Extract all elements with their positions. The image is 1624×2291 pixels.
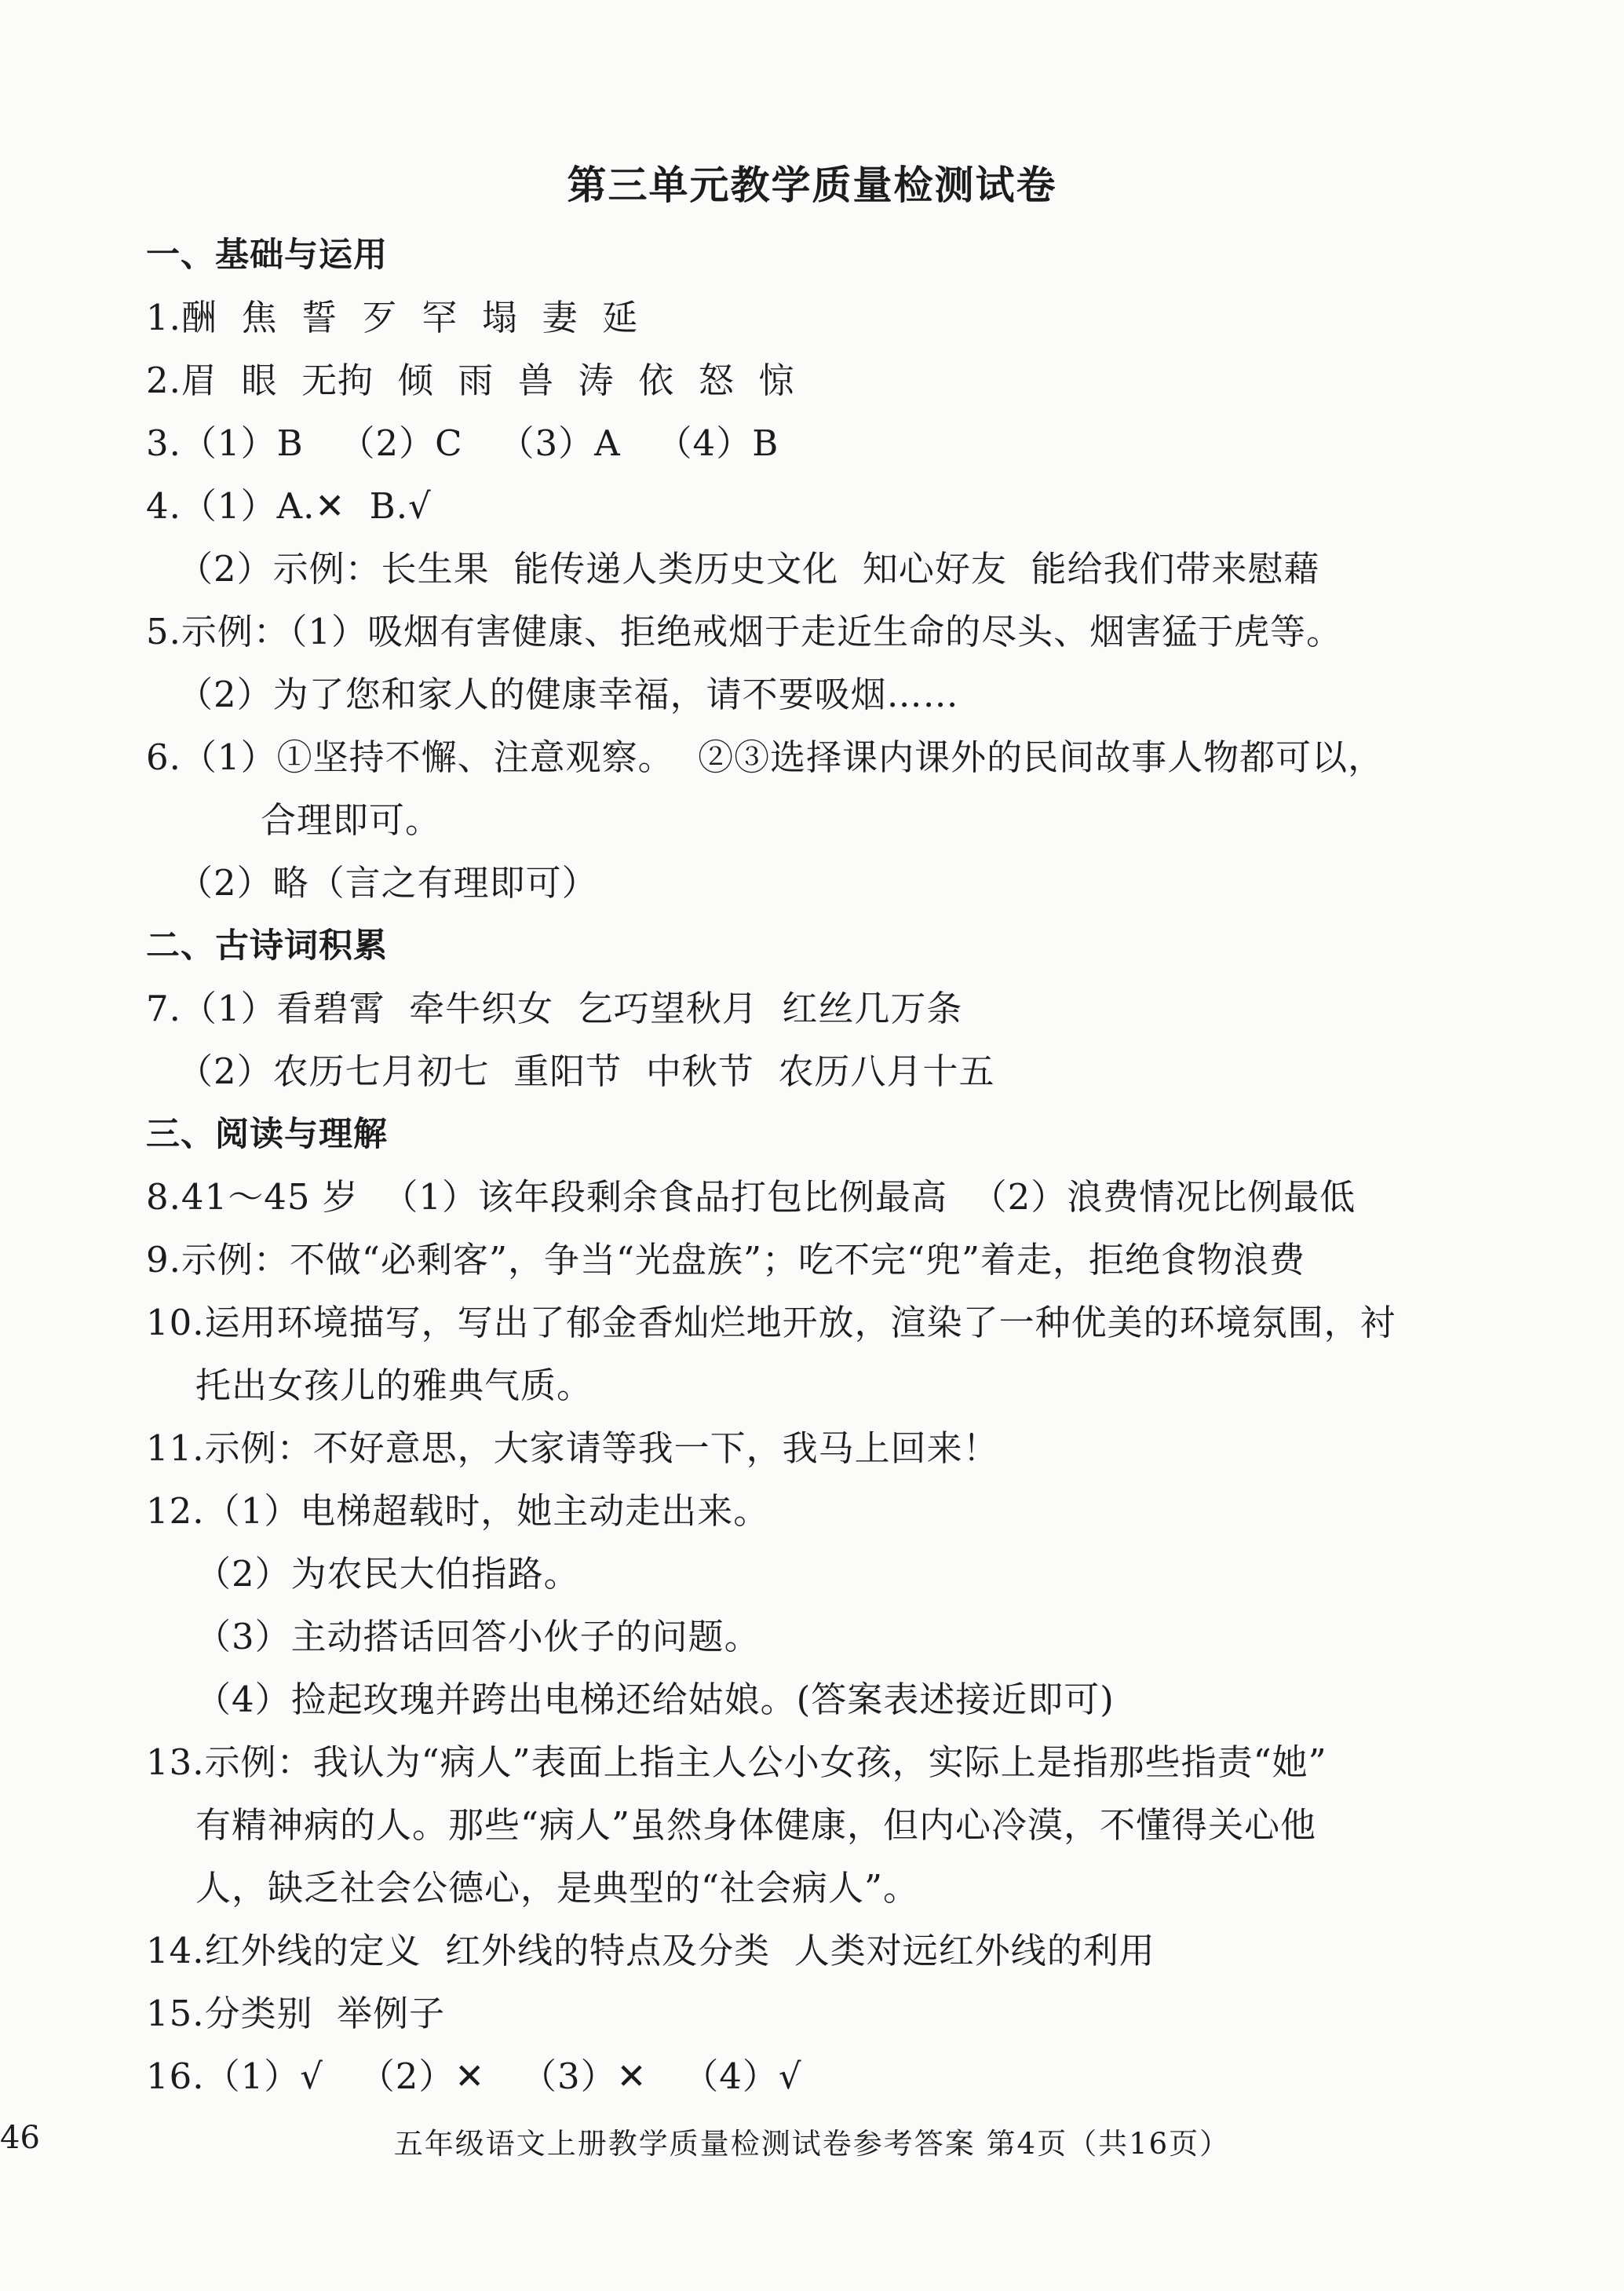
answer-line: 16.（1）√ （2）✕ （3）✕ （4）√: [146, 2055, 802, 2097]
section-heading: 一、基础与运用: [146, 236, 388, 275]
section-heading: 三、阅读与理解: [146, 1115, 388, 1154]
page-title: 第三单元教学质量检测试卷: [567, 162, 1057, 208]
answer-line: 3.（1）B （2）C （3）A （4）B: [146, 422, 779, 464]
answer-content: [146, 224, 1480, 2108]
answer-line: 2.眉 眼 无拘 倾 雨 兽 涛 依 怒 惊: [146, 360, 795, 401]
answer-line: （2）为了您和家人的健康幸福，请不要吸烟……: [177, 674, 959, 715]
answer-line: 10.运用环境描写，写出了郁金香灿烂地开放，渲染了一种优美的环境氛围，衬: [146, 1302, 1396, 1343]
page-number: 46: [0, 2120, 40, 2156]
answer-line: 15.分类别 举例子: [146, 1993, 446, 2034]
answer-line: 托出女孩儿的雅典气质。: [195, 1365, 593, 1406]
answer-line: 5.示例：（1）吸烟有害健康、拒绝戒烟于走近生命的尽头、烟害猛于虎等。: [146, 611, 1343, 652]
section-heading: 二、古诗词积累: [146, 926, 388, 966]
answer-line: 13.示例：我认为“病人”表面上指主人公小女孩，实际上是指那些指责“她”: [146, 1741, 1327, 1783]
answer-line: 11.示例：不好意思，大家请等我一下，我马上回来！: [146, 1427, 999, 1469]
answer-line: 9.示例：不做“必剩客”，争当“光盘族”；吃不完“兜”着走，拒绝食物浪费: [146, 1239, 1305, 1281]
answer-line: 8.41～45 岁 （1）该年段剩余食品打包比例最高 （2）浪费情况比例最低: [146, 1176, 1356, 1218]
answer-line: 合理即可。: [261, 799, 442, 841]
answer-line: （2）农历七月初七 重阳节 中秋节 农历八月十五: [177, 1050, 995, 1092]
answer-line: 7.（1）看碧霄 牵牛织女 乞巧望秋月 红丝几万条: [146, 988, 963, 1029]
answer-line: 6.（1）①坚持不懈、注意观察。 ②③选择课内课外的民间故事人物都可以，: [146, 736, 1385, 778]
answer-line: （2）为农民大伯指路。: [195, 1553, 580, 1595]
answer-line: （4）捡起玫瑰并跨出电梯还给姑娘。(答案表述接近即可): [195, 1679, 1115, 1720]
answer-line: （3）主动搭话回答小伙子的问题。: [195, 1616, 761, 1657]
answer-line: 4.（1）A.✕ B.√: [146, 485, 432, 527]
answer-line: （2）示例：长生果 能传递人类历史文化 知心好友 能给我们带来慰藉: [177, 548, 1320, 590]
answer-line: 人，缺乏社会公德心，是典型的“社会病人”。: [195, 1867, 920, 1909]
answer-line: 14.红外线的定义 红外线的特点及分类 人类对远红外线的利用: [146, 1930, 1155, 1971]
answer-line: （2）略（言之有理即可）: [177, 862, 598, 904]
answer-line: 12.（1）电梯超载时，她主动走出来。: [146, 1490, 770, 1532]
answer-line: 1.酬 焦 誓 歹 罕 塌 妻 延: [146, 297, 639, 338]
answer-line: 有精神病的人。那些“病人”虽然身体健康，但内心冷漠，不懂得关心他: [195, 1804, 1317, 1846]
page-footer: 五年级语文上册教学质量检测试卷参考答案 第4页（共16页）: [393, 2127, 1231, 2161]
